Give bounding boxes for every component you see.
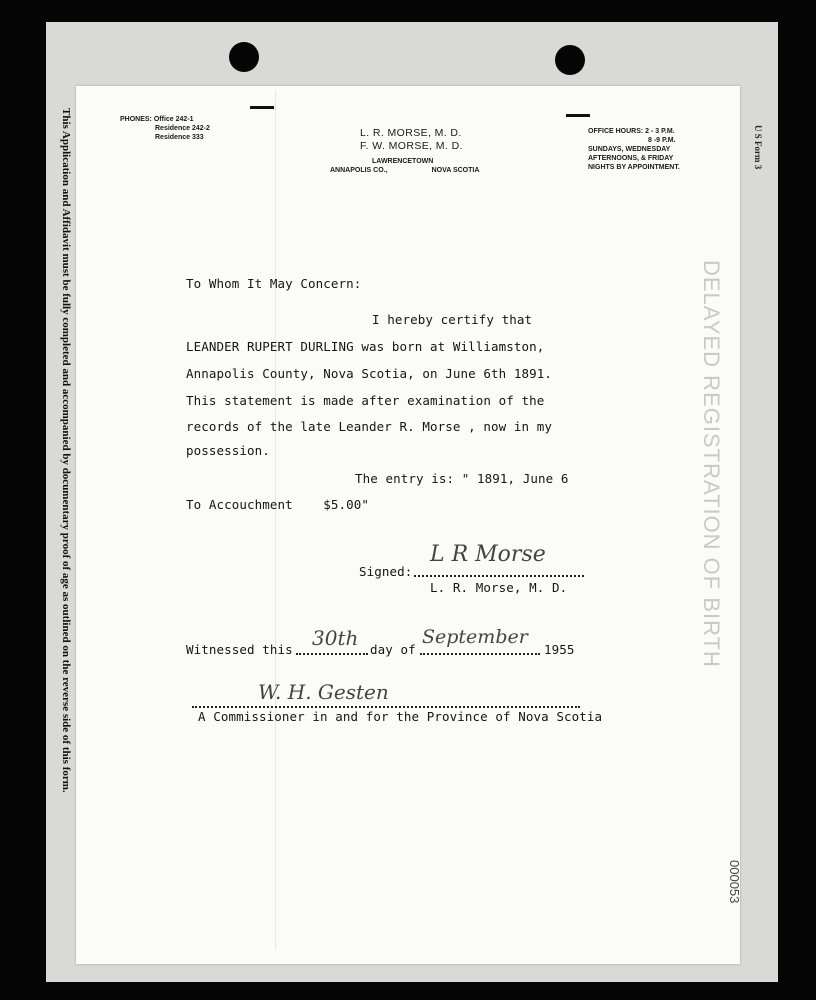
body-line-6: possession. [186,443,270,458]
body-line-4: This statement is made after examination of the [186,393,545,408]
staple-mark [250,106,274,109]
witness-day: 30th [312,626,359,650]
salutation: To Whom It May Concern: [186,276,362,291]
body-line-2: LEANDER RUPERT DURLING was born at Williamston, [186,339,545,354]
day-of-label: day of [370,642,416,657]
commissioner-title: A Commissioner in and for the Province of Nova Scotia [198,709,603,724]
month-line [420,652,540,655]
office-hours-4: AFTERNOONS, & FRIDAY [588,155,674,162]
witness-month: September [422,626,528,648]
letterhead-county: ANNAPOLIS CO., [330,167,388,174]
office-hours-5: NIGHTS BY APPOINTMENT. [588,164,680,171]
entry-line: To Accouchment $5.00" [186,497,370,512]
form-number: U S Form 3 [753,125,763,170]
doctor-name-1: L. R. MORSE, M. D. [360,127,462,139]
commissioner-line [192,705,580,708]
body-line-1: I hereby certify that [372,312,533,327]
side-margin-note: This Application and Affidavit must be fully completed and accompanied by documentary proof of age as outlined on the reverse side of this form. [60,108,72,793]
office-hours-3: SUNDAYS, WEDNESDAY [588,146,671,153]
paper-crease [275,90,276,950]
commissioner-signature: W. H. Gesten [258,680,389,704]
body-line-5: records of the late Leander R. Morse , now in my [186,419,553,434]
signature-line [414,574,584,577]
witness-year: 1955 [544,642,575,657]
background-form-title: DELAYED REGISTRATION OF BIRTH [699,260,724,668]
entry-label: The entry is: " 1891, June 6 [355,471,569,486]
handwritten-signature: L R Morse [430,542,546,567]
staple-mark [566,114,590,117]
office-hours-2: 8 -9 P.M. [648,137,676,144]
day-line [296,652,368,655]
punch-hole-left [229,42,259,72]
certificate-letter [76,86,740,964]
letterhead-names [330,127,530,175]
witnessed-label: Witnessed this [186,642,293,657]
serial-number: 000053 [727,860,742,904]
letterhead-town: LAWRENCETOWN [372,158,434,165]
signer-name: L. R. Morse, M. D. [430,580,568,595]
body-line-3: Annapolis County, Nova Scotia, on June 6th 1891. [186,366,553,381]
letterhead-hours [588,127,680,172]
punch-hole-right [555,45,585,75]
office-hours-1: OFFICE HOURS: 2 - 3 P.M. [588,128,675,135]
signed-label: Signed: [359,564,413,579]
phones-residence-2: Residence 333 [155,134,204,141]
phones-office: PHONES: Office 242-1 [120,116,194,123]
letterhead-phones [120,115,210,142]
letterhead-province: NOVA SCOTIA [431,167,480,174]
phones-residence-1: Residence 242-2 [155,125,210,132]
doctor-name-2: F. W. MORSE, M. D. [360,140,463,152]
